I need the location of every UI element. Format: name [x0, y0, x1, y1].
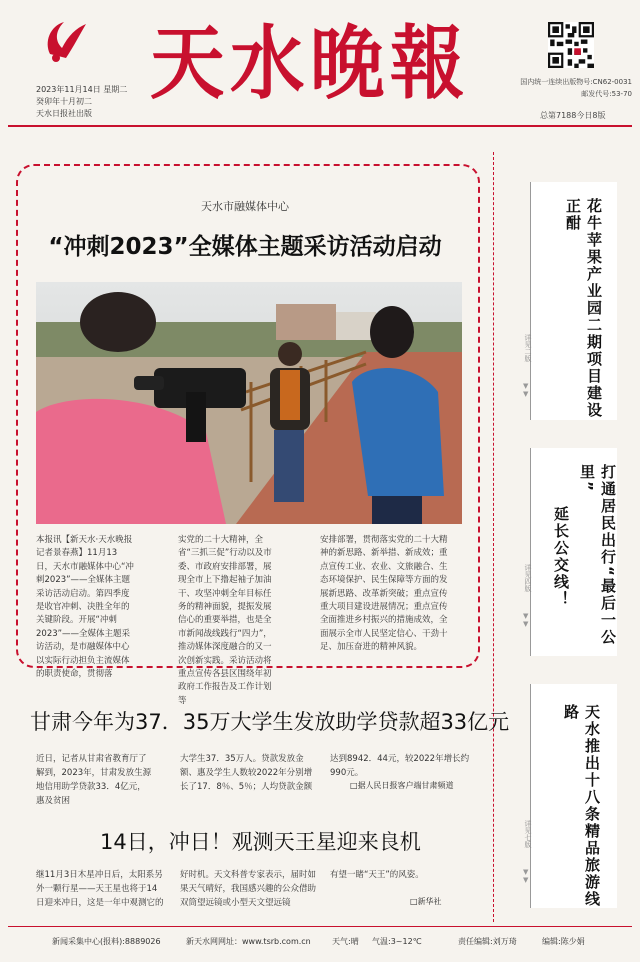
- teaser-2-ref: 详见四版: [524, 564, 532, 592]
- footer-rule: [8, 926, 632, 927]
- masthead-rule: [8, 125, 632, 127]
- teaser-2-subtitle: 延长公交线！: [552, 506, 570, 608]
- footer-weather: 天气:晴: [332, 937, 359, 946]
- issue-number: 总第7188今日8版: [540, 111, 606, 120]
- footer-editor: 责任编辑:刘万琦: [458, 937, 517, 946]
- story3-column-3: 有望一睹“天王”的风姿。: [330, 870, 424, 880]
- masthead-title: 天水晚報: [150, 16, 470, 110]
- story2-column-2: 大学生37．35万人。贷款发放金额、惠及学生人数较2022年分别增长了17．8％、5％；人均贷款金额: [180, 754, 313, 792]
- teaser-3-title: 天水推出十八条精品旅游线路: [562, 704, 601, 908]
- lead-photo: [36, 282, 462, 524]
- lead-column-2: 实党的二十大精神，全省“三抓三促”行动以及市委、市政府安排部署，展现全市上下撸起袖子加油干、攻坚冲刺全年目标任务的精神面貌，提振发展信心的重要举措，也是全市新闻战线践行“四力”，推动媒体深度融合的又一次创新实践。采访活动将重点宣传各县区围绕年初政府工作报告及工作计划等: [178, 535, 272, 706]
- teaser-box-3[interactable]: [523, 684, 617, 908]
- side-divider: [493, 152, 494, 922]
- qr-code: [548, 22, 594, 68]
- story2-source: □据人民日报客户端甘肃频道: [350, 781, 454, 790]
- story3-column-2: 好时机。天文科普专家表示，届时如果天气晴好，我国感兴趣的公众借助双筒望远镜或小型天文望远镜: [180, 870, 317, 908]
- postal-code: 邮发代号:53-70: [581, 90, 632, 98]
- lunar-date: 癸卯年十月初二: [36, 97, 92, 106]
- story2-column-3: 达到8942．44元，较2022年增长约990元。: [330, 754, 470, 778]
- lead-column-1: 本报讯【新天水·天水晚报记者景春燕】11月13日，天水市融媒体中心“冲刺2023”——全媒体主题采访活动启动。第四季度是收官冲刺、决胜全年的关键阶段。开展“冲刺2023”——全媒体主题采访活动，是市融媒体中心以实际行动担负主流媒体的职责使命，贯彻落: [36, 535, 134, 680]
- cn-number: 国内统一连续出版物号:CN62-0031: [520, 78, 632, 86]
- more-arrows-icon: ▼ ▼: [523, 868, 529, 884]
- story2-column-1: 近日，记者从甘肃省教育厅了解到，2023年，甘肃发放生源地信用助学贷款33．4亿元，惠及贫困: [36, 754, 152, 806]
- story2-headline: 甘肃今年为37．35万大学生发放助学贷款超33亿元: [30, 710, 510, 734]
- teaser-2-title: 打通居民出行“最后一公里”: [578, 464, 617, 646]
- teaser-3-ref: 详见七版: [524, 820, 532, 848]
- lead-column-3: 安排部署，贯彻落实党的二十大精神的新思路、新举措、新成效；重点宣传工业、农业、文旅融合、生态环境保护、民生保障等方面的发展新思路、改革新突破；重点宣传重大项目建设进展情况；重点宣传全面推进乡村振兴的措施成效，全面展示全市人民坚定信心、干劲十足、加压奋进的精神风貌。: [320, 535, 448, 653]
- footer-hotline: 新闻采集中心(报料):8889026: [52, 937, 161, 946]
- teaser-1-ref: 详见二版: [524, 334, 532, 362]
- publication-meta: [520, 76, 632, 100]
- footer-website[interactable]: 新天水网网址：www.tsrb.com.cn: [186, 937, 311, 946]
- lead-kicker: 天水市融媒体中心: [201, 200, 289, 213]
- newspaper-logo: [40, 14, 90, 66]
- more-arrows-icon: ▼ ▼: [523, 612, 529, 628]
- issue-date: 2023年11月14日 星期二: [36, 85, 128, 94]
- footer-designer: 编辑:陈少娟: [542, 937, 585, 946]
- footer-temperature: 气温:3~12℃: [372, 937, 422, 946]
- story3-column-1: 继11月3日木星冲日后，太阳系另外一颗行星——天王星也将于14日迎来冲日，这是一年中观测它的: [36, 870, 164, 908]
- teaser-1-title: 花牛苹果产业园二期项目建设正酣: [564, 198, 603, 419]
- teaser-box-1[interactable]: [523, 182, 617, 420]
- teaser-box-2[interactable]: [523, 448, 617, 656]
- more-arrows-icon: ▼ ▼: [523, 382, 529, 398]
- story3-headline: 14日，冲日！观测天王星迎来良机: [100, 830, 421, 854]
- story3-source: □新华社: [410, 897, 442, 906]
- publisher: 天水日报社出版: [36, 109, 92, 118]
- lead-headline: “冲刺2023”全媒体主题采访活动启动: [48, 234, 442, 260]
- date-block: [36, 84, 127, 120]
